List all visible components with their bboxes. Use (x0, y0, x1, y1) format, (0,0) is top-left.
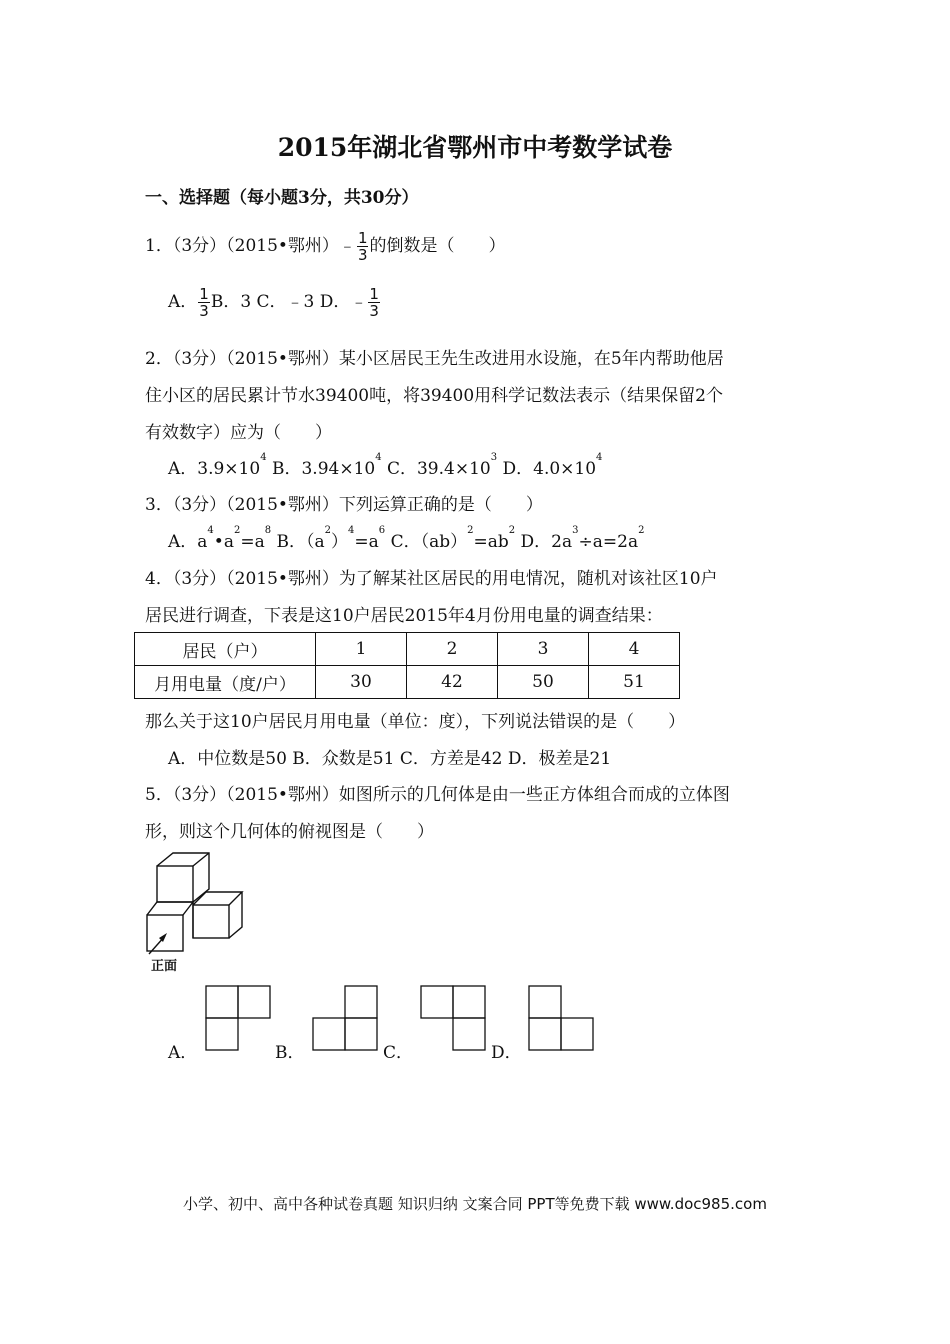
q2-line-3: 有效数字）应为（ ） (145, 423, 332, 443)
q4-line-2: 居民进行调查，下表是这10户居民2015年4月份用电量的调查结果： (145, 606, 663, 626)
q2-opt-a-exp: 4 (260, 452, 267, 463)
q5-line-1: 5．（3分）（2015•鄂州）如图所示的几何体是由一些正方体组合而成的立体图 (145, 785, 730, 805)
q1-opt-a-fraction (198, 286, 210, 319)
q1-opt-a: A． (168, 292, 198, 312)
q3-b1: B．（a (271, 532, 325, 552)
q4-line-3: 那么关于这10户居民月用电量（单位：度），下列说法错误的是（ ） (145, 712, 686, 732)
q5-opt-a-label: A． (168, 1043, 198, 1063)
q2-line-1: 2．（3分）（2015•鄂州）某小区居民王先生改进用水设施，在5年内帮助他居 (145, 349, 724, 369)
q5-opt-a-figure (205, 985, 273, 1053)
q1-prefix: 1．（3分）（2015•鄂州）﹣ (145, 236, 356, 256)
q1-frac-den: 3 (357, 246, 368, 264)
q1-frac-num: 1 (357, 229, 368, 247)
q5-opt-d-label: D． (491, 1043, 522, 1063)
q4-line-1: 4．（3分）（2015•鄂州）为了解某社区居民的用电情况，随机对该社区10户 (145, 569, 718, 589)
q3-d2: ÷a=2a (578, 532, 639, 552)
q1-opt-d-num: 1 (369, 285, 379, 303)
q5-opt-c-figure (420, 985, 488, 1053)
q3-b2e: 4 (348, 525, 355, 536)
q2-opt-b: B．3.94×10 (266, 459, 376, 479)
question-1 (145, 230, 505, 263)
q2-opt-d-exp: 4 (596, 452, 603, 463)
cube-top-front (157, 866, 193, 902)
q3-c1: C．（ab） (385, 532, 468, 552)
q1-suffix: 的倒数是（ ） (369, 236, 506, 256)
front-label: 正面 (151, 959, 178, 974)
q3-a1e: 4 (207, 525, 214, 536)
table-row (135, 633, 680, 666)
table-row (135, 666, 680, 699)
cube-top-depth (157, 853, 209, 902)
table-cell: 30 (316, 666, 407, 699)
q3-a3: =a (240, 532, 265, 552)
cube-right-front (193, 905, 229, 938)
table-cell: 4 (589, 633, 680, 666)
q4-options: A．中位数是50 B．众数是51 C．方差是42 D．极差是21 (168, 749, 612, 769)
cube-right-top (193, 892, 242, 905)
cube-bottom-top (147, 902, 193, 915)
q2-opt-a: A．3.9×10 (168, 459, 261, 479)
q5-opt-b-label: B． (275, 1043, 305, 1063)
q3-c2e: 2 (508, 525, 516, 536)
q5-opt-b-figure (312, 985, 380, 1053)
q1-opt-bcd: B．3 C．﹣3 D．﹣ (210, 292, 368, 312)
q3-c1e: 2 (467, 525, 474, 536)
table-cell: 月用电量（度/户） (135, 666, 316, 699)
q3-b1e: 2 (324, 525, 332, 536)
q3-b3: =a (354, 532, 379, 552)
q1-opt-a-num: 1 (199, 285, 209, 303)
q2-line-2: 住小区的居民累计节水39400吨，将39400用科学记数法表示（结果保留2个 (145, 386, 723, 406)
page-title: 2015年湖北省鄂州市中考数学试卷 (277, 133, 673, 162)
q3-c2: =ab (473, 532, 509, 552)
q1-options (168, 286, 381, 319)
table-cell: 2 (407, 633, 498, 666)
q2-opt-b-exp: 4 (375, 452, 382, 463)
q1-fraction (357, 230, 369, 263)
table-cell: 居民（户） (135, 633, 316, 666)
q3-a3e: 8 (264, 525, 272, 536)
q1-opt-d-fraction (368, 286, 380, 319)
q5-opt-d-figure (528, 985, 596, 1053)
q3-line-1: 3．（3分）（2015•鄂州）下列运算正确的是（ ） (145, 495, 543, 515)
cube-bottom-front (147, 915, 183, 951)
q3-b2: ） (331, 532, 349, 552)
section-heading: 一、选择题（每小题3分，共30分） (145, 188, 419, 208)
q3-a2e: 2 (233, 525, 241, 536)
q3-d1: D．2a (515, 532, 573, 552)
q3-b3e: 6 (378, 525, 386, 536)
table-cell: 42 (407, 666, 498, 699)
q3-options (168, 527, 644, 552)
table-cell: 51 (589, 666, 680, 699)
q5-opt-c-label: C． (383, 1043, 414, 1063)
q3-d2e: 2 (638, 525, 645, 536)
q2-opt-d: D．4.0×10 (497, 459, 597, 479)
q5-line-2: 形，则这个几何体的俯视图是（ ） (145, 822, 434, 842)
cube-top-edge (193, 853, 209, 866)
page-footer: 小学、初中、高中各种试卷真题 知识归纳 文案合同 PPT等免费下载 www.doc985.com (183, 1195, 767, 1213)
q2-options (168, 454, 602, 479)
q3-a1: A．a (168, 532, 208, 552)
table-cell: 50 (498, 666, 589, 699)
table-cell: 1 (316, 633, 407, 666)
q3-a2: •a (213, 532, 234, 552)
q2-opt-c: C．39.4×10 (381, 459, 491, 479)
q2-opt-c-exp: 3 (490, 452, 498, 463)
q3-d1e: 3 (572, 525, 579, 536)
table-cell: 3 (498, 633, 589, 666)
q1-opt-a-den: 3 (199, 302, 209, 320)
usage-table (134, 632, 680, 699)
q1-opt-d-den: 3 (369, 302, 379, 320)
